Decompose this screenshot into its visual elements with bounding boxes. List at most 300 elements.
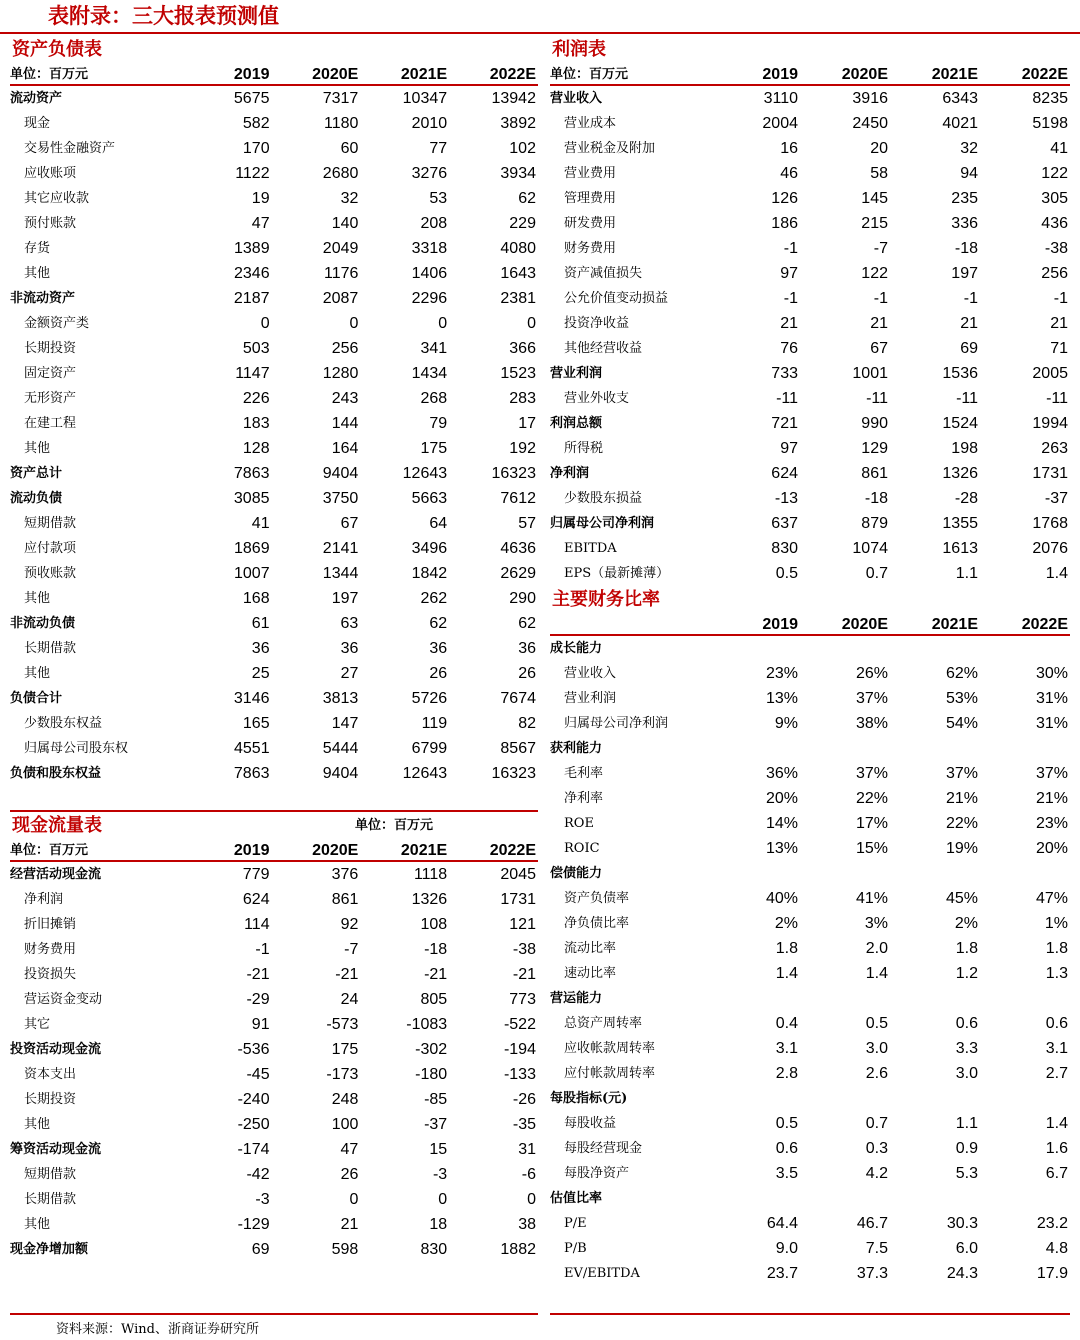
row-label: 每股收益 — [564, 1116, 617, 1131]
row-label: 速动比率 — [564, 966, 617, 981]
row-label: EBITDA — [564, 541, 617, 556]
table-row — [550, 336, 1070, 361]
table-row — [10, 436, 538, 461]
row-value: 2010 — [411, 115, 448, 132]
row-value: 0 — [527, 315, 536, 332]
row-label: 资产减值损失 — [564, 266, 643, 281]
row-value: 18 — [429, 1216, 448, 1233]
row-label: 营业利润 — [550, 366, 603, 381]
row-value: -28 — [954, 490, 978, 507]
table-row — [550, 736, 1070, 761]
row-value: -240 — [237, 1091, 270, 1108]
row-label: 归属母公司净利润 — [564, 716, 669, 731]
row-value: 6.0 — [955, 1240, 978, 1257]
table-row — [10, 1037, 538, 1062]
row-value: 21% — [945, 790, 978, 807]
row-value: 263 — [1041, 440, 1068, 457]
table-row — [10, 561, 538, 586]
year-header: 2019 — [233, 842, 270, 859]
row-value: 62% — [945, 665, 978, 682]
row-value: -1 — [783, 290, 798, 307]
row-value: 9404 — [322, 765, 359, 782]
row-label: 营运能力 — [550, 991, 603, 1006]
row-value: 3085 — [233, 490, 270, 507]
row-value: 0.5 — [775, 1115, 798, 1132]
row-value: 21% — [1035, 790, 1068, 807]
row-value: 47 — [340, 1141, 359, 1158]
row-value: 1731 — [1032, 465, 1068, 482]
year-header: 2022E — [489, 842, 536, 859]
row-value: 91 — [251, 1016, 270, 1033]
table-row — [10, 862, 538, 887]
table-row — [550, 786, 1070, 811]
row-value: -11 — [776, 390, 798, 407]
row-value: 1406 — [411, 265, 448, 282]
row-value: -6 — [521, 1166, 536, 1183]
row-value: 5.3 — [955, 1165, 978, 1182]
row-value: -180 — [415, 1066, 448, 1083]
year-header: 2021E — [931, 616, 978, 633]
row-label: 短期借款 — [24, 516, 77, 531]
row-value: 2381 — [500, 290, 536, 307]
row-value: 262 — [420, 590, 448, 607]
row-label: 现金净增加额 — [10, 1242, 89, 1257]
row-label: 少数股东损益 — [564, 491, 643, 506]
row-value: 97 — [780, 265, 798, 282]
row-value: -302 — [415, 1041, 448, 1058]
row-value: 7612 — [500, 490, 536, 507]
year-header: 2021E — [931, 66, 978, 83]
row-value — [710, 736, 800, 761]
unit-label: 单位：百万元 — [550, 67, 629, 82]
row-value: -573 — [326, 1016, 359, 1033]
row-value: 114 — [244, 916, 270, 933]
row-value: 20 — [870, 140, 888, 157]
table-row — [550, 86, 1070, 111]
row-value: 15 — [429, 1141, 448, 1158]
row-value: 46 — [780, 165, 798, 182]
unit-label: 单位：百万元 — [10, 843, 89, 858]
row-value: 175 — [420, 440, 448, 457]
row-value: 12643 — [402, 465, 448, 482]
row-value: 3916 — [852, 90, 888, 107]
balance-sheet-header-row — [10, 64, 538, 86]
row-value: 4.2 — [865, 1165, 888, 1182]
row-value: 2005 — [1032, 365, 1068, 382]
table-row — [10, 711, 538, 736]
row-value: 1074 — [852, 540, 888, 557]
row-value: -133 — [503, 1066, 536, 1083]
table-row — [550, 136, 1070, 161]
row-value: 47% — [1035, 890, 1068, 907]
row-label: 获利能力 — [550, 741, 603, 756]
row-label: 营业成本 — [564, 116, 617, 131]
row-value: 2% — [774, 915, 798, 932]
row-value: 197 — [951, 265, 978, 282]
row-label: 应付帐款周转率 — [564, 1066, 656, 1081]
row-value: 779 — [242, 866, 270, 883]
row-label: 营业利润 — [564, 691, 617, 706]
row-value: -1 — [1053, 290, 1068, 307]
row-label: 管理费用 — [564, 191, 617, 206]
row-value: 67 — [340, 515, 359, 532]
row-value: 69 — [251, 1241, 270, 1258]
income-statement-header-row — [550, 64, 1070, 86]
table-row — [10, 261, 538, 286]
row-value: 3934 — [500, 165, 536, 182]
year-header: 2021E — [400, 66, 448, 83]
row-value: 3.1 — [775, 1040, 798, 1057]
row-value: 3.3 — [955, 1040, 978, 1057]
row-value — [800, 986, 890, 1011]
row-value: 36 — [340, 640, 359, 657]
row-value: 140 — [331, 215, 359, 232]
table-row — [550, 161, 1070, 186]
row-value: 2.0 — [865, 940, 888, 957]
row-value: 0.7 — [865, 1115, 888, 1132]
row-label: 投资损失 — [24, 967, 77, 982]
row-label: 其他 — [24, 1117, 51, 1132]
row-label: 投资净收益 — [564, 316, 630, 331]
row-value: -1 — [255, 941, 270, 958]
row-value: 879 — [861, 515, 888, 532]
source-note: 资料来源：Wind、浙商证券研究所 — [56, 1322, 259, 1337]
row-value: 2296 — [411, 290, 448, 307]
row-value: 2450 — [852, 115, 888, 132]
table-row — [10, 161, 538, 186]
year-header: 2021E — [400, 842, 448, 859]
table-row — [550, 936, 1070, 961]
row-label: P/B — [564, 1241, 587, 1256]
row-value: 268 — [420, 390, 448, 407]
row-value: 1.3 — [1045, 965, 1068, 982]
ratios-title: 主要财务比率 — [552, 589, 660, 610]
table-row — [10, 1062, 538, 1087]
row-value: 2629 — [500, 565, 536, 582]
row-value: 62 — [518, 190, 536, 207]
table-row — [550, 536, 1070, 561]
table-row — [550, 1061, 1070, 1086]
row-value: 1523 — [500, 365, 536, 382]
row-value: 1869 — [234, 540, 270, 557]
row-value: 8567 — [500, 740, 536, 757]
row-value: 3.0 — [955, 1065, 978, 1082]
table-row — [10, 111, 538, 136]
row-value — [890, 861, 980, 886]
row-label: 存货 — [24, 241, 51, 256]
row-label: 所得税 — [564, 441, 604, 456]
row-value: 1.4 — [1045, 1115, 1068, 1132]
row-label: 每股经营现金 — [564, 1141, 643, 1156]
row-value: 76 — [780, 340, 798, 357]
row-value: 1768 — [1032, 515, 1068, 532]
table-row — [10, 887, 538, 912]
row-value: 0.3 — [865, 1140, 888, 1157]
table-row — [10, 761, 538, 786]
row-label: 财务费用 — [24, 942, 77, 957]
income-statement-panel — [550, 36, 1070, 586]
row-value: -1 — [963, 290, 978, 307]
row-value: 2045 — [500, 866, 536, 883]
row-value: 129 — [861, 440, 888, 457]
row-value: 2.7 — [1045, 1065, 1068, 1082]
table-row — [550, 211, 1070, 236]
table-row — [550, 511, 1070, 536]
row-value: 4551 — [234, 740, 270, 757]
row-value: 3.5 — [775, 1165, 798, 1182]
row-value — [800, 1086, 890, 1111]
table-row — [10, 386, 538, 411]
row-value: 830 — [771, 540, 798, 557]
row-value: 102 — [509, 140, 536, 157]
row-value: 164 — [331, 440, 359, 457]
row-value: -85 — [424, 1091, 448, 1108]
row-value: 67 — [870, 340, 888, 357]
row-value: -35 — [512, 1116, 536, 1133]
table-row — [550, 811, 1070, 836]
row-value: 2.8 — [775, 1065, 798, 1082]
row-value — [710, 636, 800, 661]
row-value: 290 — [509, 590, 536, 607]
row-value: 436 — [1041, 215, 1068, 232]
row-value: 26 — [429, 665, 448, 682]
row-value: 1122 — [235, 165, 270, 182]
row-value: 30% — [1035, 665, 1068, 682]
row-label: 长期投资 — [24, 1092, 77, 1107]
row-label: 研发费用 — [564, 216, 617, 231]
table-row — [10, 311, 538, 336]
row-label: P/E — [564, 1216, 587, 1231]
row-value: 168 — [242, 590, 270, 607]
cash-flow-title — [10, 812, 538, 840]
table-row — [10, 511, 538, 536]
row-value: 9% — [774, 715, 798, 732]
row-value: 53 — [429, 190, 448, 207]
table-row — [10, 636, 538, 661]
row-value: 1344 — [322, 565, 359, 582]
row-label: 流动资产 — [10, 91, 63, 106]
row-value — [710, 986, 800, 1011]
row-value: 62 — [518, 615, 536, 632]
row-value: 77 — [429, 140, 448, 157]
table-row — [10, 962, 538, 987]
row-label: 长期投资 — [24, 341, 77, 356]
table-row — [550, 961, 1070, 986]
row-value: 0.5 — [865, 1015, 888, 1032]
row-label: 非流动负债 — [10, 616, 76, 631]
row-label: 估值比率 — [550, 1191, 603, 1206]
row-value: 4021 — [942, 115, 978, 132]
row-value: 2141 — [322, 540, 359, 557]
row-value: 2346 — [234, 265, 270, 282]
row-value: 58 — [870, 165, 888, 182]
row-value: 624 — [242, 891, 270, 908]
row-label: 折旧摊销 — [24, 917, 77, 932]
row-value: 773 — [509, 991, 536, 1008]
row-value: 53% — [945, 690, 978, 707]
row-value: 9404 — [322, 465, 359, 482]
table-row — [10, 186, 538, 211]
row-value: 1118 — [413, 866, 448, 883]
table-row — [550, 1161, 1070, 1186]
row-value: 1180 — [323, 115, 359, 132]
row-value: 1434 — [411, 365, 448, 382]
row-value: 1643 — [500, 265, 536, 282]
row-value: 37.3 — [856, 1265, 888, 1282]
row-value: 3.0 — [865, 1040, 888, 1057]
row-value: -37 — [424, 1116, 448, 1133]
row-value: 1731 — [500, 891, 536, 908]
row-value: -7 — [344, 941, 359, 958]
row-value: 2049 — [322, 240, 359, 257]
row-value: 4.8 — [1045, 1240, 1068, 1257]
cash-flow-title-text: 现金流量表 — [12, 815, 102, 836]
row-value: 805 — [420, 991, 448, 1008]
row-value: 1.6 — [1045, 1140, 1068, 1157]
row-value — [800, 1186, 890, 1211]
row-label: 其他 — [24, 591, 51, 606]
row-value: 14% — [765, 815, 798, 832]
row-value: -45 — [246, 1066, 270, 1083]
row-value: 7674 — [500, 690, 536, 707]
row-value: 3% — [864, 915, 888, 932]
row-label: 归属母公司净利润 — [550, 516, 655, 531]
row-value — [980, 986, 1070, 1011]
table-row — [550, 761, 1070, 786]
row-value: 36 — [429, 640, 448, 657]
row-value: 122 — [1041, 165, 1068, 182]
row-value: 19 — [251, 190, 270, 207]
row-value: -522 — [503, 1016, 536, 1033]
table-row — [550, 836, 1070, 861]
row-value: 235 — [951, 190, 978, 207]
table-row — [550, 411, 1070, 436]
table-row — [550, 386, 1070, 411]
row-label: 营业收入 — [550, 91, 603, 106]
row-value: -38 — [512, 941, 536, 958]
row-value: 6343 — [942, 90, 978, 107]
row-value: 7317 — [322, 90, 359, 107]
row-value: 32 — [340, 190, 359, 207]
row-value: -29 — [246, 991, 270, 1008]
row-value: -13 — [774, 490, 798, 507]
row-label: 资产总计 — [10, 466, 63, 481]
row-value: 305 — [1041, 190, 1068, 207]
row-value: 21 — [870, 315, 888, 332]
row-value: 27 — [340, 665, 359, 682]
table-row — [10, 937, 538, 962]
table-row — [10, 411, 538, 436]
row-value: 79 — [429, 415, 448, 432]
row-value: 23.7 — [766, 1265, 798, 1282]
row-value: 20% — [1035, 840, 1068, 857]
row-value: 46.7 — [856, 1215, 888, 1232]
row-value: 23% — [765, 665, 798, 682]
row-label: 净利润 — [24, 892, 64, 907]
row-value: -7 — [873, 240, 888, 257]
row-value: 16323 — [491, 765, 536, 782]
row-value: 22% — [855, 790, 888, 807]
row-value: 366 — [509, 340, 536, 357]
row-label: 预收账款 — [24, 566, 77, 581]
balance-sheet-title: 资产负债表 — [12, 39, 102, 60]
row-label: 净利润 — [550, 466, 590, 481]
table-row — [550, 436, 1070, 461]
table-row — [550, 986, 1070, 1011]
row-value: -21 — [335, 966, 359, 983]
row-value: 36 — [518, 640, 536, 657]
balance-sheet-panel — [10, 36, 538, 786]
row-value: 637 — [771, 515, 798, 532]
row-value: 5663 — [411, 490, 448, 507]
ratios-header-row — [550, 614, 1070, 636]
row-value: 861 — [861, 465, 888, 482]
row-value: 1.2 — [955, 965, 978, 982]
table-row — [10, 686, 538, 711]
row-value: 197 — [331, 590, 359, 607]
row-value: 1.4 — [775, 965, 798, 982]
table-row — [550, 561, 1070, 586]
row-value: 31% — [1035, 690, 1068, 707]
table-row — [550, 461, 1070, 486]
year-header: 2020E — [312, 842, 359, 859]
income-statement-title: 利润表 — [552, 39, 606, 60]
row-value: -21 — [246, 966, 270, 983]
row-label: ROIC — [564, 841, 600, 856]
row-value: 4636 — [500, 540, 536, 557]
table-row — [10, 736, 538, 761]
row-value: 3276 — [411, 165, 448, 182]
row-value: -1083 — [406, 1016, 448, 1033]
row-value — [980, 1186, 1070, 1211]
row-value: 15% — [855, 840, 888, 857]
row-value: 21 — [780, 315, 798, 332]
row-label: 其他 — [24, 441, 51, 456]
table-row — [10, 486, 538, 511]
year-header: 2020E — [841, 616, 888, 633]
row-value: 0 — [438, 1191, 448, 1208]
row-value: 0 — [527, 1191, 536, 1208]
row-value: 1.1 — [955, 565, 978, 582]
row-value: -3 — [255, 1191, 270, 1208]
row-value: 861 — [331, 891, 359, 908]
row-value: 69 — [960, 340, 978, 357]
row-label: 金额资产类 — [24, 316, 90, 331]
table-row — [550, 1011, 1070, 1036]
row-value: 0.6 — [955, 1015, 978, 1032]
row-value: 1147 — [235, 365, 270, 382]
row-value: 0.9 — [955, 1140, 978, 1157]
table-row — [10, 361, 538, 386]
row-label: 成长能力 — [550, 641, 603, 656]
row-value: 54% — [945, 715, 978, 732]
row-value: 41% — [855, 890, 888, 907]
year-header: 2022E — [1021, 616, 1068, 633]
row-label: 流动负债 — [10, 491, 63, 506]
row-value: 17% — [855, 815, 888, 832]
row-value: 3.1 — [1045, 1040, 1068, 1057]
row-value: 38% — [855, 715, 888, 732]
row-value: 92 — [340, 916, 359, 933]
row-value: 2% — [954, 915, 978, 932]
row-value — [890, 986, 980, 1011]
row-label: 营运资金变动 — [24, 992, 103, 1007]
table-row — [550, 1236, 1070, 1261]
row-label: 利润总额 — [550, 416, 603, 431]
table-row — [10, 661, 538, 686]
row-label: 固定资产 — [24, 366, 77, 381]
row-value: 186 — [771, 215, 798, 232]
